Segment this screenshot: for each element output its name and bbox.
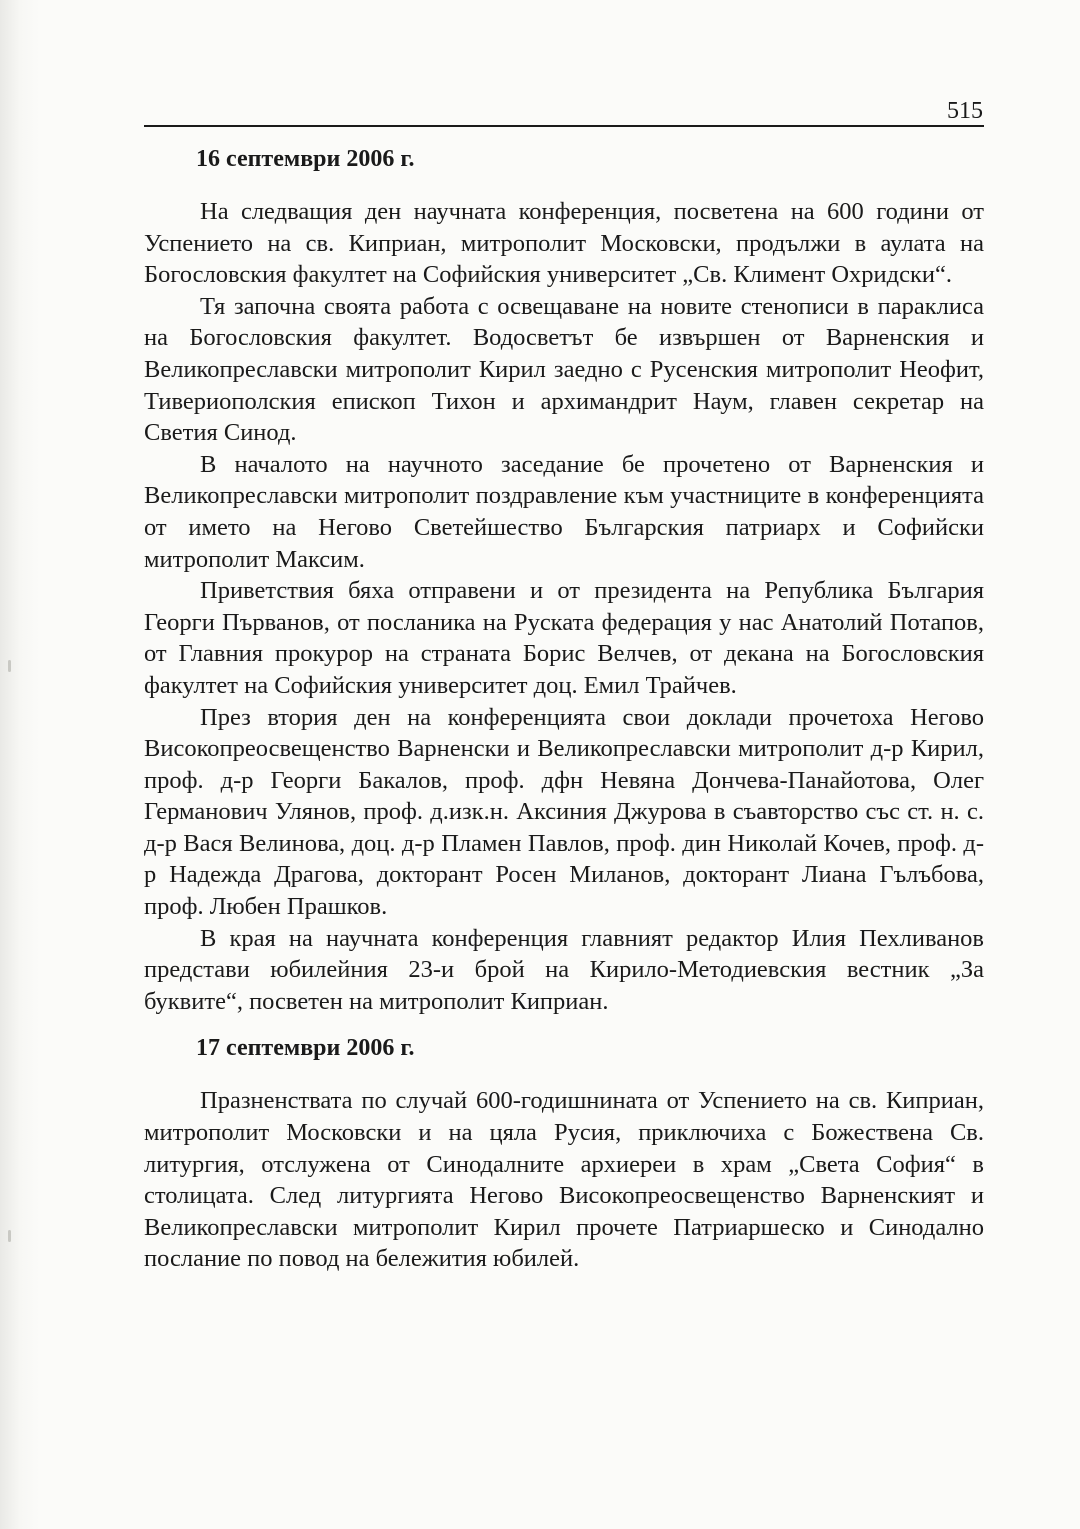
paragraph: През втория ден на конференцията свои доклади прочетоха Негово Високопреосвещенство Варненски и Великопреславски митрополит д-р Кирил, проф. д-р Георги Бакалов, проф. дфн Невяна Дончева-Панайотова, Олег Германович Улянов, проф. д.изк.н. Аксиния Джурова в съавторство със ст. н. с. д-р Вася Велинова, доц. д-р Пламен Павлов, проф. дин Николай Кочев, проф. д-р Надежда Драгова, докторант Росен Миланов, докторант Лиана Гълъбова, проф. Любен Прашков.	[144, 703, 984, 921]
scan-mark	[8, 1230, 11, 1242]
paragraph: Празненствата по случай 600-годишнината от Успението на св. Киприан, митрополит Московски и на цяла Русия, приключиха с Божествена Св. литургия, отслужена от Синодалните архиереи в храм „Света София“ в столицата. След литургията Негово Високопреосвещенство Варненският и Великопреславски митрополит Кирил прочете Патриаршеско и Синодално послание по повод на бележития юбилей.	[144, 1087, 984, 1273]
paragraph: В началото на научното заседание бе прочетено от Варненския и Великопреславски митрополит поздравление към участниците в конференцията от името на Негово Светейшество Българския патриарх и Софийски митрополит Максим.	[144, 450, 984, 573]
page-body	[144, 142, 984, 1275]
date-heading: 17 септември 2006 г.	[196, 1035, 415, 1062]
paragraph: На следващия ден научната конференция, посветена на 600 години от Успението на св. Киприан, митрополит Московски, продължи в аулата на Богословския факултет на Софийския университет „Св. Климент Охридски“.	[144, 198, 984, 289]
page-number: 515	[947, 98, 983, 124]
header-rule	[144, 125, 984, 127]
paragraph: Тя започна своята работа с освещаване на новите стенописи в параклиса на Богословския факултет. Водосветът бе извършен от Варненския и Великопреславски митрополит Кирил заедно с Русенския митрополит Неофит, Тивериополския епископ Тихон и архимандрит Наум, главен секретар на Светия Синод.	[144, 292, 984, 447]
date-heading: 16 септември 2006 г.	[196, 146, 415, 172]
paragraph: Приветствия бяха отправени и от президента на Република България Георги Първанов, от посланика на Руската федерация у нас Анатолий Потапов, от Главния прокурор на страната Борис Велчев, от декана на Богословския факултет на Софийския университет доц. Емил Трайчев.	[144, 577, 984, 699]
paragraph: В края на научната конференция главният редактор Илия Пехливанов представи юбилейния 23-и брой на Кирило-Методиевския вестник „За буквите“, посветен на митрополит Киприан.	[144, 924, 984, 1015]
scan-mark	[8, 660, 11, 672]
